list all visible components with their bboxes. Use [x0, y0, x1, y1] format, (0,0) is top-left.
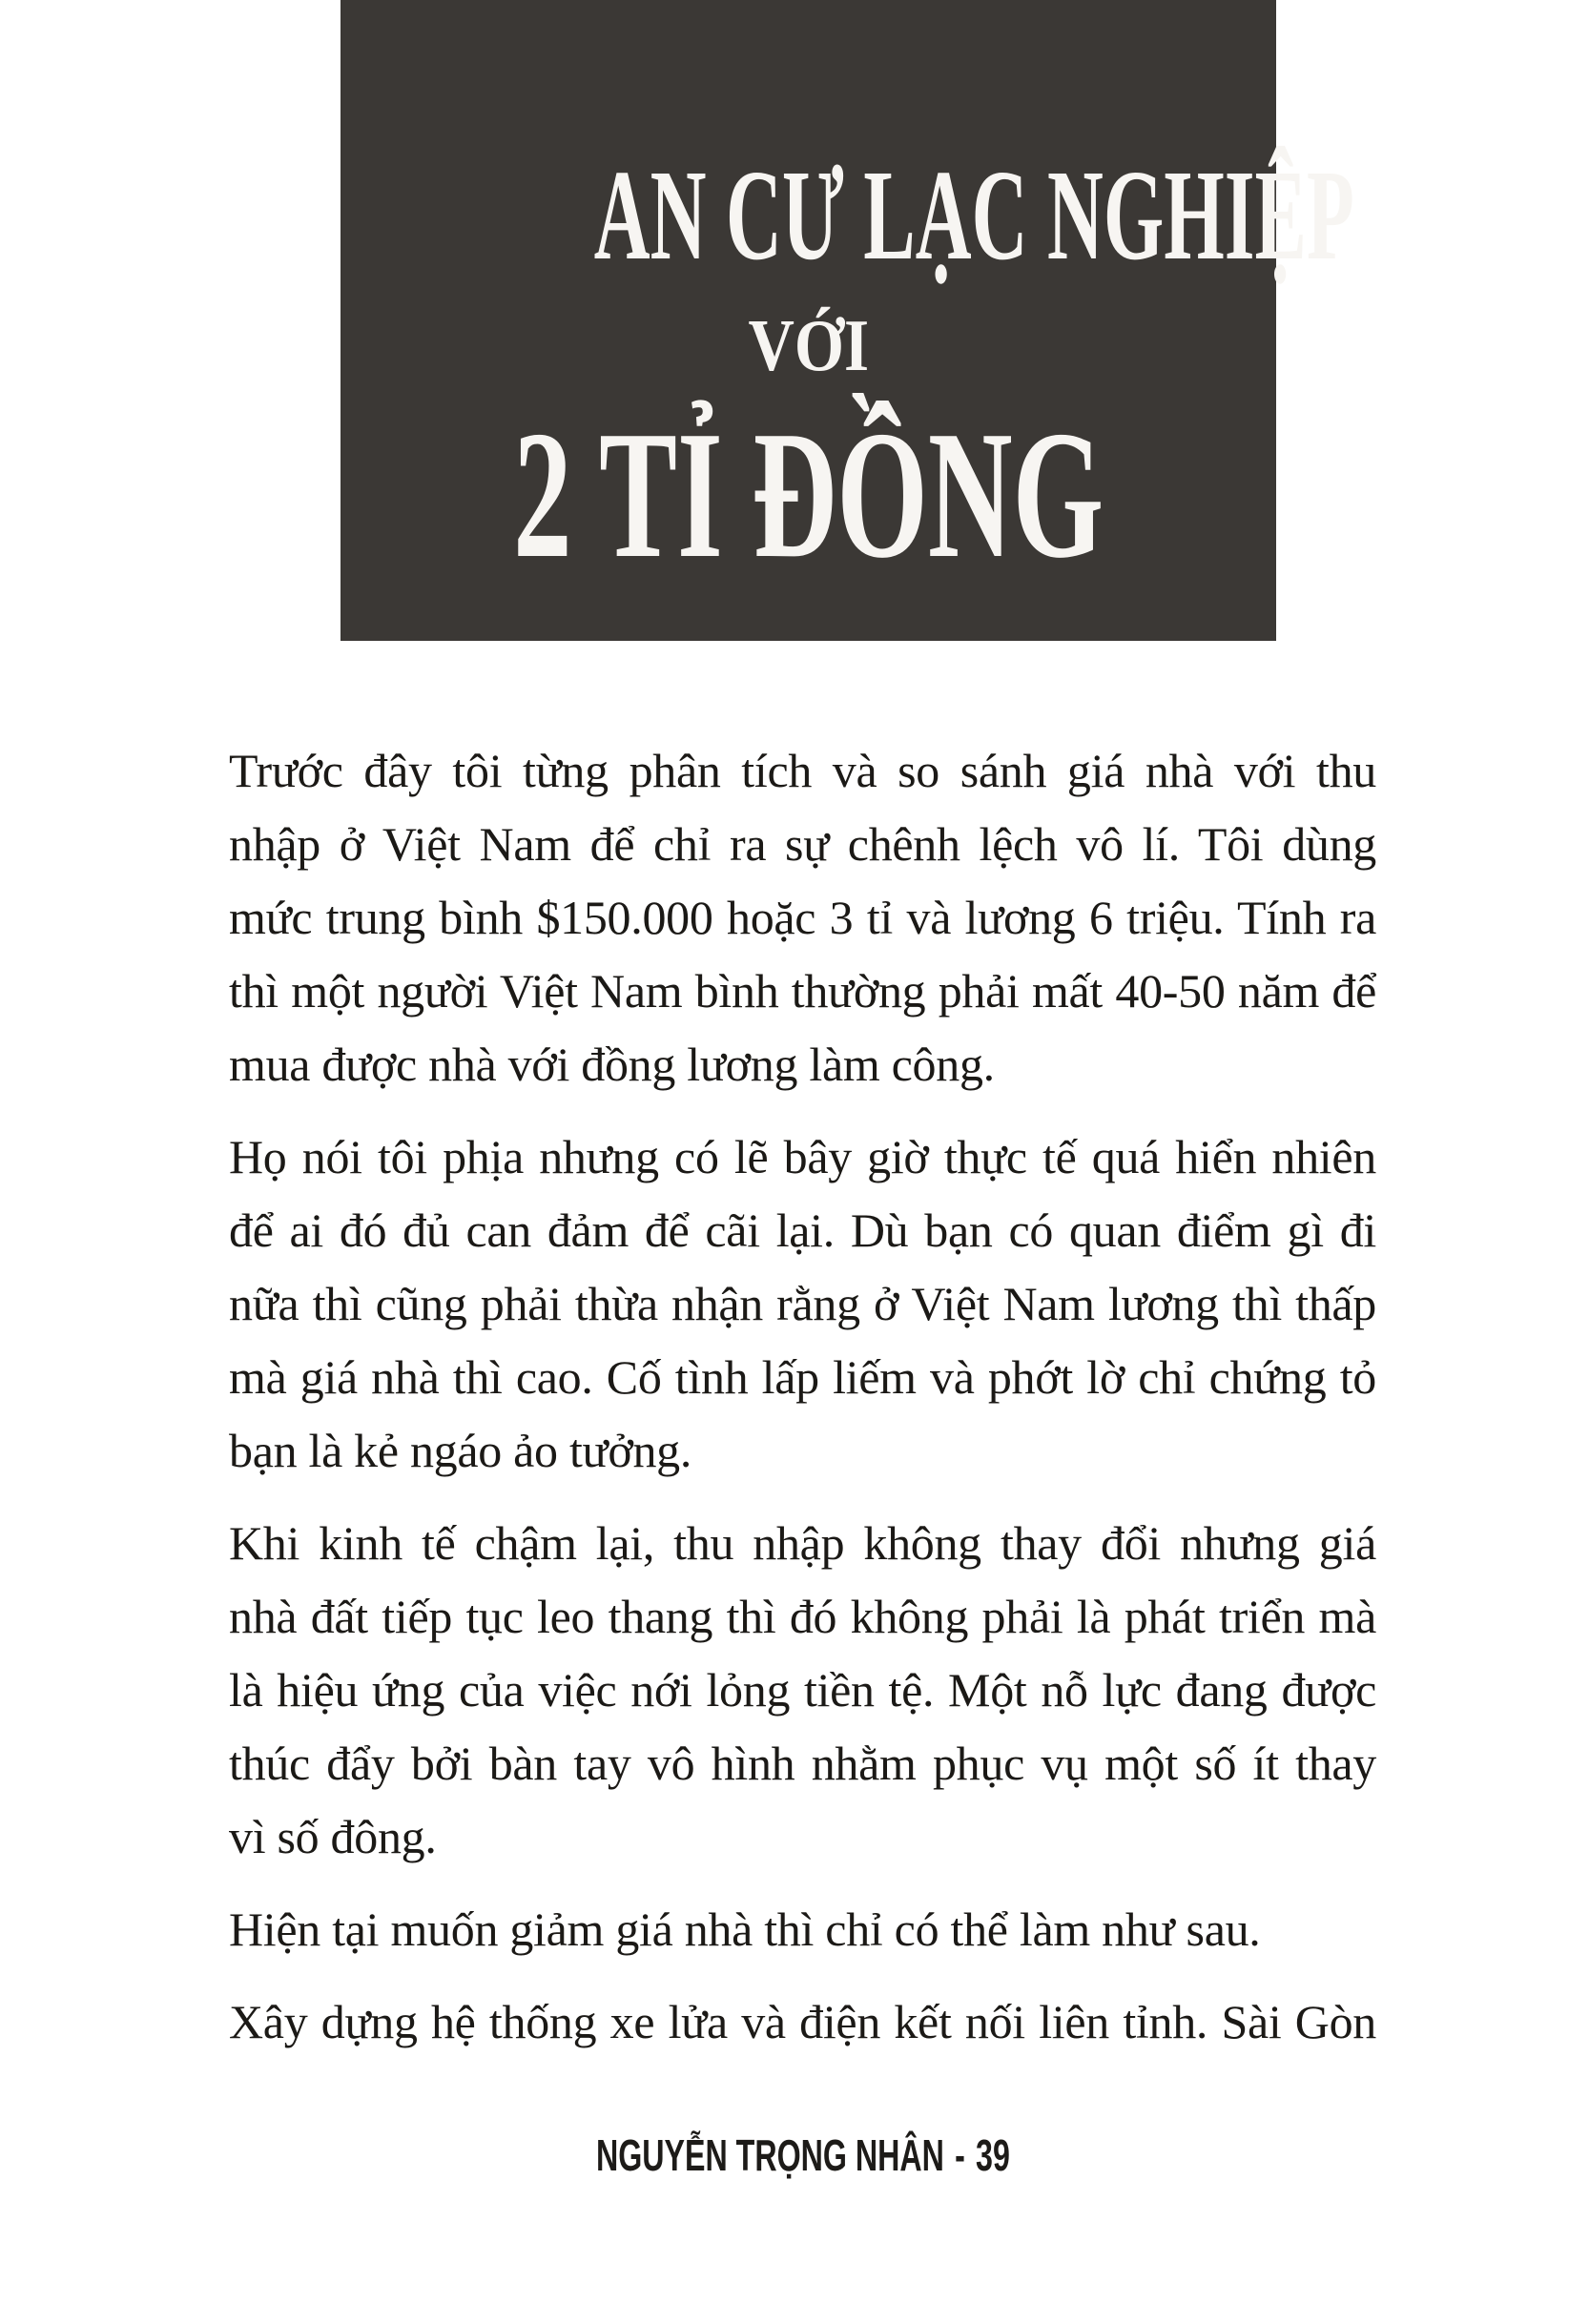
text-line: là hiệu ứng của việc nới lỏng tiền tệ. Một nỗ lực đang được: [229, 1663, 1376, 1717]
chapter-subtitle-text: 2 TỈ ĐỒNG: [512, 393, 1104, 596]
footer-page-number: 39: [975, 2130, 1010, 2180]
chapter-title: [340, 144, 1354, 287]
footer-separator: -: [954, 2130, 965, 2180]
text-line: để ai đó đủ can đảm để cãi lại. Dù bạn có quan điểm gì đi: [229, 1203, 1376, 1257]
text-line: thúc đẩy bởi bàn tay vô hình nhằm phục vụ một số ít thay: [229, 1737, 1376, 1790]
chapter-title-text: AN CƯ LẠC NGHIỆP: [593, 144, 1354, 287]
text-line: mức trung bình $150.000 hoặc 3 tỉ và lương 6 triệu. Tính ra: [229, 891, 1376, 944]
chapter-title-connector: [340, 304, 1276, 386]
page-footer: [229, 2130, 1376, 2180]
text-line: Xây dựng hệ thống xe lửa và điện kết nối liên tỉnh. Sài Gòn: [229, 1995, 1376, 2048]
text-line: Hiện tại muốn giảm giá nhà thì chỉ có thể làm như sau.: [229, 1902, 1261, 1956]
text-line: Trước đây tôi từng phân tích và so sánh giá nhà với thu: [229, 744, 1376, 797]
paragraph: [229, 1507, 1376, 1874]
body-text: [229, 734, 1376, 2078]
footer-inner: [595, 2130, 1010, 2180]
text-line: mua được nhà với đồng lương làm công.: [229, 1038, 995, 1091]
text-line: nữa thì cũng phải thừa nhận rằng ở Việt Nam lương thì thấp: [229, 1277, 1376, 1330]
text-line: thì một người Việt Nam bình thường phải mất 40-50 năm để: [229, 964, 1376, 1018]
text-line: nhập ở Việt Nam để chỉ ra sự chênh lệch vô lí. Tôi dùng: [229, 817, 1376, 871]
chapter-title-block: [340, 0, 1354, 641]
paragraph: [229, 1121, 1376, 1488]
text-line: vì số đông.: [229, 1810, 437, 1863]
text-line: mà giá nhà thì cao. Cố tình lấp liếm và phớt lờ chỉ chứng tỏ: [229, 1350, 1376, 1404]
chapter-title-connector-text: VỚI: [748, 304, 869, 386]
text-line: Khi kinh tế chậm lại, thu nhập không thay đổi nhưng giá: [229, 1516, 1376, 1570]
paragraph: [229, 1893, 1376, 1966]
footer-author: NGUYỄN TRỌNG NHÂN: [595, 2130, 944, 2180]
chapter-subtitle: [340, 393, 1276, 596]
text-line: nhà đất tiếp tục leo thang thì đó không phải là phát triển mà: [229, 1590, 1376, 1643]
text-line: bạn là kẻ ngáo ảo tưởng.: [229, 1424, 692, 1477]
text-line: Họ nói tôi phịa nhưng có lẽ bây giờ thực tế quá hiển nhiên: [229, 1130, 1376, 1183]
paragraph: [229, 734, 1376, 1101]
paragraph: [229, 1985, 1376, 2059]
